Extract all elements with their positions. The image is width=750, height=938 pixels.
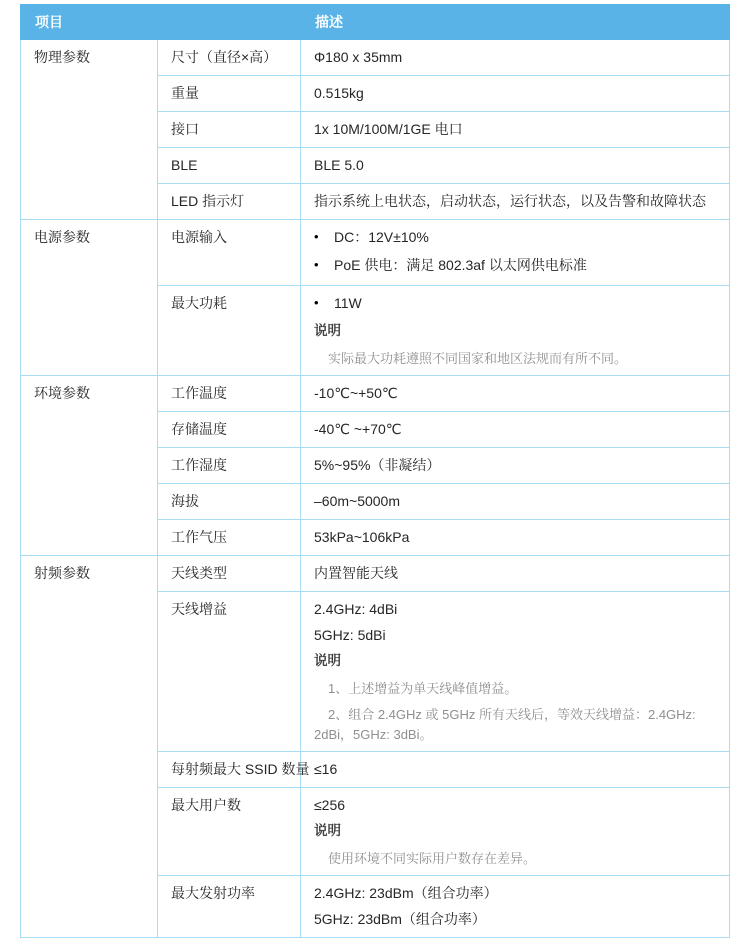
value-cell [301, 220, 730, 286]
param-cell: 天线增益 [158, 592, 301, 752]
spec-table [20, 4, 730, 938]
value-cell [301, 448, 730, 484]
param-cell: 接口 [158, 112, 301, 148]
header-cell-item: 项目 [21, 5, 301, 40]
bullet-text: PoE 供电：满足 802.3af 以太网供电标准 [334, 257, 587, 273]
value-line: 2.4GHz: 23dBm（组合功率） [314, 885, 498, 901]
bullet-item [314, 229, 716, 245]
param-cell: 尺寸（直径×高） [158, 40, 301, 76]
value-line: -10℃~+50℃ [314, 385, 398, 401]
param-cell: 工作温度 [158, 376, 301, 412]
spec-row [21, 40, 730, 76]
note-title: 说明 [314, 653, 341, 668]
bullet-icon: • [314, 257, 319, 272]
value-cell [301, 184, 730, 220]
note-text: 1、上述增益为单天线峰值增益。 [328, 681, 518, 696]
note-text: 2、组合 2.4GHz 或 5GHz 所有天线后，等效天线增益：2.4GHz: 2dBi，5GHz: 3dBi。 [314, 707, 696, 742]
param-cell: BLE [158, 148, 301, 184]
value-line: ≤16 [314, 761, 338, 777]
value-line: ≤256 [314, 797, 346, 813]
value-cell [301, 376, 730, 412]
spec-row [21, 556, 730, 592]
value-cell [301, 752, 730, 788]
note-text: 实际最大功耗遵照不同国家和地区法规而有所不同。 [328, 351, 628, 366]
param-cell: 最大功耗 [158, 286, 301, 376]
value-cell [301, 556, 730, 592]
value-cell [301, 112, 730, 148]
value-cell [301, 76, 730, 112]
category-cell: 射频参数 [21, 556, 158, 938]
value-line: -40℃ ~+70℃ [314, 421, 402, 437]
value-line: 53kPa~106kPa [314, 529, 410, 545]
value-line: 内置智能天线 [314, 565, 398, 581]
param-cell: 存储温度 [158, 412, 301, 448]
param-cell: 最大发射功率 [158, 876, 301, 938]
value-line: BLE 5.0 [314, 157, 364, 173]
value-cell [301, 148, 730, 184]
category-cell: 物理参数 [21, 40, 158, 220]
spec-table-body [21, 40, 730, 938]
param-cell: 重量 [158, 76, 301, 112]
spec-row [21, 376, 730, 412]
value-line: –60m~5000m [314, 493, 401, 509]
category-cell: 环境参数 [21, 376, 158, 556]
param-cell: 工作气压 [158, 520, 301, 556]
value-cell [301, 286, 730, 376]
value-line: 1x 10M/100M/1GE 电口 [314, 121, 463, 137]
param-cell: 电源输入 [158, 220, 301, 286]
spec-row [21, 220, 730, 286]
note-title: 说明 [314, 823, 341, 838]
note-title: 说明 [314, 323, 341, 338]
value-line: 0.515kg [314, 85, 364, 101]
value-line: 5GHz: 5dBi [314, 627, 386, 643]
bullet-item [314, 295, 716, 311]
value-cell [301, 520, 730, 556]
spec-table-header [21, 5, 730, 40]
header-cell-desc: 描述 [301, 5, 730, 40]
value-cell [301, 592, 730, 752]
param-cell: 每射频最大 SSID 数量 [158, 752, 301, 788]
value-cell [301, 876, 730, 938]
param-cell: 工作湿度 [158, 448, 301, 484]
header-row [21, 5, 730, 40]
value-line: Φ180 x 35mm [314, 49, 403, 65]
value-cell [301, 412, 730, 448]
param-cell: 天线类型 [158, 556, 301, 592]
category-cell: 电源参数 [21, 220, 158, 376]
param-cell: 海拔 [158, 484, 301, 520]
value-cell [301, 40, 730, 76]
bullet-text: 11W [334, 295, 362, 311]
value-cell [301, 484, 730, 520]
spec-table-container [20, 4, 729, 938]
note-text: 使用环境不同实际用户数存在差异。 [328, 851, 537, 866]
bullet-icon: • [314, 295, 319, 310]
value-line: 5GHz: 23dBm（组合功率） [314, 911, 486, 927]
value-line: 2.4GHz: 4dBi [314, 601, 398, 617]
bullet-icon: • [314, 229, 319, 244]
param-cell: LED 指示灯 [158, 184, 301, 220]
bullet-text: DC：12V±10% [334, 229, 429, 245]
param-cell: 最大用户数 [158, 788, 301, 876]
bullet-item [314, 257, 716, 273]
value-cell [301, 788, 730, 876]
value-line: 5%~95%（非凝结） [314, 457, 441, 473]
value-line: 指示系统上电状态，启动状态，运行状态，以及告警和故障状态 [314, 193, 706, 209]
